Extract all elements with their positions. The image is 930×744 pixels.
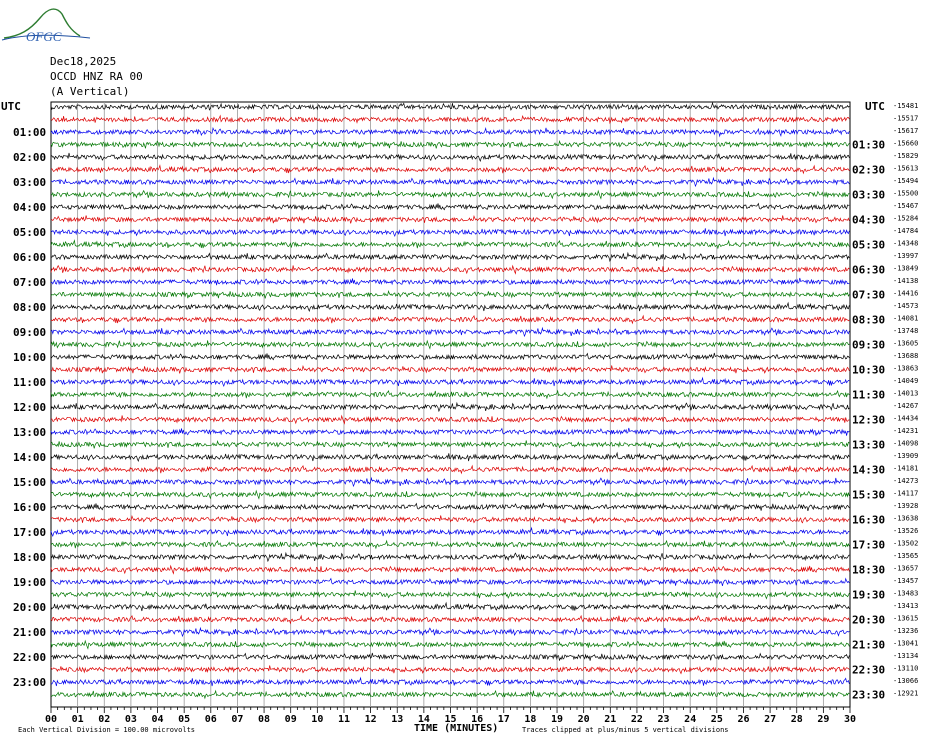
right-hour-label: 02:30 <box>852 163 886 177</box>
left-hour-label: 19:00 <box>13 576 47 589</box>
x-tick-label: 02 <box>98 714 111 725</box>
x-tick-label: 04 <box>151 714 164 725</box>
left-hour-label: 17:00 <box>13 526 47 539</box>
right-hour-label: 20:30 <box>852 613 886 627</box>
right-hour-label: 17:30 <box>852 538 886 552</box>
x-tick-label: 16 <box>471 714 484 725</box>
trace-count-label: -15613 <box>893 164 919 173</box>
left-hour-label: 22:00 <box>13 651 47 664</box>
trace-count-label: -14098 <box>893 439 919 448</box>
right-hour-label: 14:30 <box>852 463 886 477</box>
left-hour-label: 10:00 <box>13 351 47 364</box>
left-hour-label: 11:00 <box>13 376 47 389</box>
left-hour-label: 14:00 <box>13 451 47 464</box>
trace-count-label: -13502 <box>893 539 919 548</box>
x-tick-label: 17 <box>497 714 510 725</box>
right-hour-label: 09:30 <box>852 338 886 352</box>
trace-count-label: -14181 <box>893 464 919 473</box>
x-tick-label: 07 <box>231 714 244 725</box>
right-hour-label: 23:30 <box>852 688 886 702</box>
x-tick-label: 27 <box>764 714 777 725</box>
trace-count-label: -15284 <box>893 214 919 223</box>
trace-count-label: -13526 <box>893 527 919 535</box>
trace-count-label: -14267 <box>893 402 919 410</box>
right-hour-label: 21:30 <box>852 638 886 652</box>
left-hour-label: 12:00 <box>13 401 47 414</box>
right-hour-label: 11:30 <box>852 388 886 402</box>
trace-count-label: -13849 <box>893 264 919 273</box>
trace-count-label: -13748 <box>893 327 919 335</box>
trace-count-label: -14434 <box>893 414 919 423</box>
trace-count-label: -15500 <box>893 189 919 198</box>
trace-count-label: -13236 <box>893 627 919 635</box>
right-hour-label: 08:30 <box>852 313 886 327</box>
trace-count-label: -13657 <box>893 564 919 573</box>
trace-count-label: -14013 <box>893 389 919 398</box>
logo-text: OFGC <box>26 29 62 44</box>
trace-count-label: -13041 <box>893 639 919 648</box>
clip-note: Traces clipped at plus/minus 5 vertical divisions <box>522 726 729 734</box>
left-hour-label: 07:00 <box>13 276 47 289</box>
scale-note: Each Vertical Division = 100.00 microvolts <box>18 726 196 734</box>
trace-count-label: -13413 <box>893 602 919 610</box>
x-tick-label: 26 <box>737 714 750 725</box>
right-hour-label: 18:30 <box>852 563 886 577</box>
x-tick-label: 28 <box>790 714 803 725</box>
right-hour-label: 01:30 <box>852 138 886 152</box>
x-tick-label: 29 <box>817 714 830 725</box>
trace-count-label: -13457 <box>893 577 919 585</box>
right-hour-label: 22:30 <box>852 663 886 677</box>
left-hour-label: 02:00 <box>13 151 47 164</box>
x-tick-label: 09 <box>284 714 297 725</box>
trace-count-label: -14138 <box>893 277 919 285</box>
trace-count-label: -13928 <box>893 502 919 510</box>
station-code: OCCD HNZ RA 00 <box>50 70 143 83</box>
x-tick-label: 08 <box>258 714 271 725</box>
trace-count-label: -13605 <box>893 339 919 348</box>
x-tick-label: 15 <box>444 714 457 725</box>
trace-count-label: -15494 <box>893 177 919 185</box>
left-hour-label: 04:00 <box>13 201 47 214</box>
right-hour-label: 04:30 <box>852 213 886 227</box>
x-tick-label: 21 <box>604 714 617 725</box>
trace-count-label: -14573 <box>893 302 919 310</box>
x-tick-label: 10 <box>311 714 324 725</box>
ofgc-logo <box>2 9 90 44</box>
left-hour-labels <box>13 126 46 689</box>
right-hour-label: 07:30 <box>852 288 886 302</box>
left-hour-label: 08:00 <box>13 301 47 314</box>
x-tick-label: 18 <box>524 714 537 725</box>
x-tick-label: 24 <box>684 714 697 725</box>
trace-count-label: -13565 <box>893 552 919 560</box>
left-hour-label: 23:00 <box>13 676 47 689</box>
left-hour-label: 21:00 <box>13 626 47 639</box>
trace-count-label: -15660 <box>893 139 919 148</box>
trace-count-label: -13638 <box>893 514 919 523</box>
plot-grid <box>51 102 850 707</box>
x-tick-label: 00 <box>44 714 58 725</box>
trace-count-label: -14416 <box>893 289 919 298</box>
right-hour-label: 05:30 <box>852 238 886 252</box>
trace-count-label: -14348 <box>893 239 919 248</box>
trace-count-label: -13110 <box>893 664 919 673</box>
left-hour-label: 13:00 <box>13 426 47 439</box>
trace-count-label: -13997 <box>893 252 919 260</box>
right-hour-label: 12:30 <box>852 413 886 427</box>
x-tick-label: 25 <box>710 714 723 725</box>
x-axis-title: TIME (MINUTES) <box>414 723 499 734</box>
trace-count-label: -14231 <box>893 427 919 435</box>
trace-count-label: -13483 <box>893 589 919 598</box>
trace-count-label: -14273 <box>893 477 919 485</box>
x-tick-label: 22 <box>630 714 643 725</box>
trace-count-label: -15481 <box>893 102 919 110</box>
trace-count-label: -13615 <box>893 614 919 623</box>
trace-count-label: -13909 <box>893 452 919 460</box>
trace-count-label: -14117 <box>893 489 919 498</box>
x-tick-label: 11 <box>337 714 350 725</box>
trace-count-label: -13066 <box>893 677 919 685</box>
left-hour-label: 15:00 <box>13 476 47 489</box>
x-tick-label: 19 <box>551 714 564 725</box>
trace-count-label: -15829 <box>893 152 919 160</box>
trace-count-label: -14784 <box>893 227 919 235</box>
left-hour-label: 01:00 <box>13 126 47 139</box>
x-tick-label: 14 <box>417 714 430 725</box>
right-hour-label: 13:30 <box>852 438 886 452</box>
x-tick-label: 01 <box>71 714 84 725</box>
left-hour-label: 09:00 <box>13 326 47 339</box>
right-utc-label: UTC <box>865 100 885 113</box>
right-hour-label: 16:30 <box>852 513 886 527</box>
plot-date: Dec18,2025 <box>50 55 117 68</box>
left-hour-label: 16:00 <box>13 501 47 514</box>
right-hour-labels <box>852 139 885 702</box>
x-tick-label: 06 <box>204 714 217 725</box>
left-hour-label: 06:00 <box>13 251 47 264</box>
trace-count-label: -15617 <box>893 127 919 135</box>
right-hour-label: 06:30 <box>852 263 886 277</box>
trace-count-label: -14049 <box>893 377 919 385</box>
component-label: (A Vertical) <box>50 85 130 98</box>
left-hour-label: 18:00 <box>13 551 47 564</box>
left-hour-label: 05:00 <box>13 226 47 239</box>
x-tick-label: 05 <box>178 714 191 725</box>
x-tick-label: 13 <box>391 714 404 725</box>
trace-count-label: -15467 <box>893 202 919 210</box>
trace-count-labels <box>893 102 918 698</box>
trace-count-label: -13134 <box>893 652 919 660</box>
right-hour-label: 15:30 <box>852 488 886 502</box>
x-tick-label: 23 <box>657 714 670 725</box>
right-hour-label: 10:30 <box>852 363 886 377</box>
left-hour-label: 03:00 <box>13 176 47 189</box>
right-hour-label: 03:30 <box>852 188 886 202</box>
trace-count-label: -13863 <box>893 364 919 373</box>
right-hour-label: 19:30 <box>852 588 886 602</box>
x-tick-label: 20 <box>577 714 590 725</box>
x-tick-label: 03 <box>124 714 137 725</box>
trace-count-label: -14081 <box>893 314 919 323</box>
trace-count-label: -13688 <box>893 352 919 360</box>
left-utc-label: UTC <box>1 100 21 113</box>
trace-count-label: -12921 <box>893 689 919 698</box>
left-hour-label: 20:00 <box>13 601 47 614</box>
trace-count-label: -15517 <box>893 114 919 123</box>
x-tick-label: 12 <box>364 714 377 725</box>
x-tick-label: 30 <box>843 714 857 725</box>
